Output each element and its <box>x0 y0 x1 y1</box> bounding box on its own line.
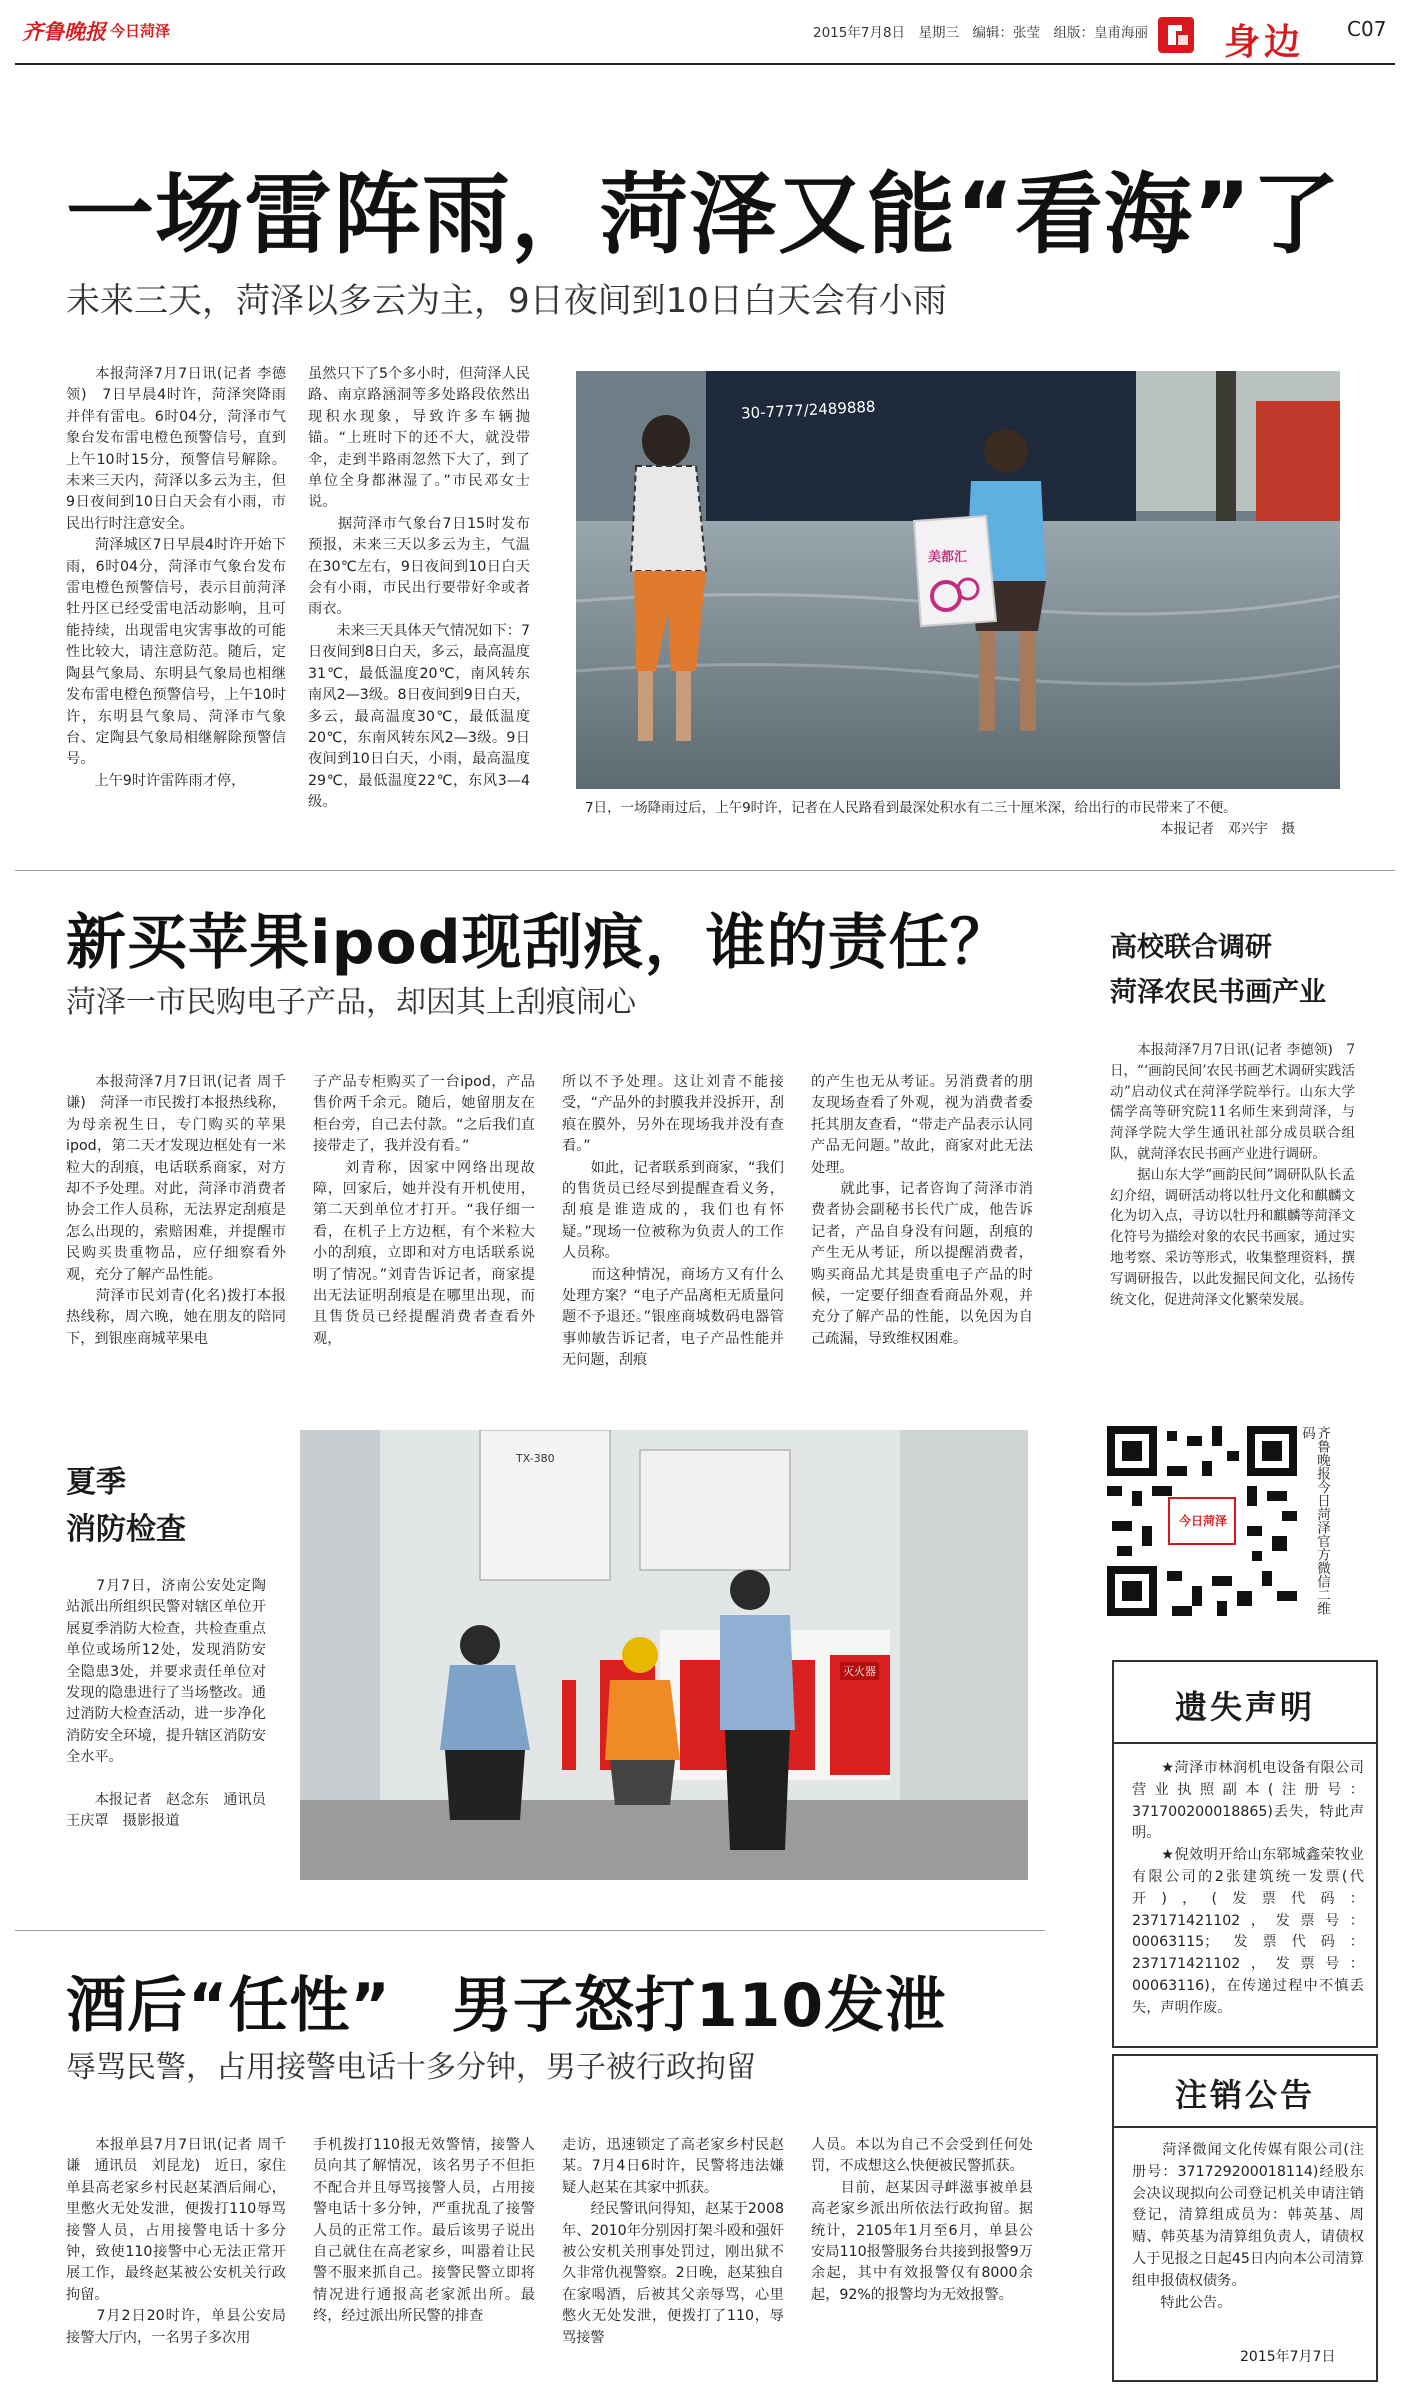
article-column: 本报菏泽7月7日讯(记者 周千谦) 菏泽一市民拨打本报热线称，为母亲祝生日，专门购买的苹果ipod，第二天才发现边框处有一米粒大的刮痕，电话联系商家，对方却不予处理。对此，菏泽市消费者协会工作人员称，无法界定刮痕是怎么出现的，索赔困难，并提醒市民购买贵重物品，应仔细察看外观，充分了解产品性能。 菏泽市民刘青(化名)拨打本报热线称，周六晚，她在朋友的陪同下，到银座商城苹果电 <box>66 1074 286 1347</box>
article-column: 虽然只下了5个多小时，但菏泽人民路、南京路涵洞等多处路段依然出现积水现象，导致许多车辆抛锚。“上班时下的还不大，就没带伞，走到半路雨忽然下大了，到了单位全身都淋湿了。”市民邓女士说。 据菏泽市气象台7日15时发布预报，未来三天以多云为主，气温在30℃左右，9日夜间到10日白天会有小雨，市民出行要带好伞或者雨衣。 未来三天具体天气情况如下：7日夜间到8日白天，多云，最高温度31℃，最低温度20℃，南风转东南风2—3级。8日夜间到9日白天，多云，最高温度30℃，最低温度20℃，东南风转东风2—3级。9日夜间到10日白天，小雨，最高温度29℃，最低温度22℃，东风3—4级。 <box>308 366 530 811</box>
shop-sign-text: 30-7777/2489888 <box>740 397 876 423</box>
fire-inspection-photo <box>300 1430 1028 1880</box>
notice-title-rule <box>1114 1742 1376 1744</box>
research-body: 本报菏泽7月7日讯(记者 李德领) 7日，“‘画韵民间’农民书画艺术调研实践活动”启动仪式在菏泽学院举行。山东大学儒学高等研究院11名师生来到菏泽，与菏泽学院大学生通讯社部分成员联合组队，就菏泽农民书画产业进行调研。 据山东大学“画韵民间”调研队队长孟幻介绍，调研活动将以牡丹文化和麒麟文化为切入点，寻访以牡丹和麒麟等菏泽文化符号为描绘对象的农民书画家，通过实地考察、采访等形式，收集整理资料，撰写调研报告，以此发掘民间文化，弘扬传统文化，促进菏泽文化繁荣发展。 <box>1110 1042 1355 1308</box>
article-column: 7月7日，济南公安处定陶站派出所组织民警对辖区单位开展夏季消防大检查，共检查重点单位或场所12处，发现消防安全隐患3处，并要求责任单位对发现的隐患进行了当场整改。通过消防大检查活动，进一步净化消防安全环境，提升辖区消防安全水平。 <box>66 1578 266 1766</box>
bag-brand-text: 美都汇 <box>928 550 968 565</box>
notice-title-rule <box>1114 2126 1376 2128</box>
qr-code-icon <box>1107 1426 1297 1616</box>
notice-body: 菏泽微闻文化传媒有限公司(注册号：371729200018114)经股东会决议现拟向公司登记机关申请注销登记，清算组成员为：韩英基、周䞍、韩英基为清算组负责人，请债权人于见报之日起45日内向本公司清算组申报债权债务。 特此公告。 <box>1132 2142 1364 2311</box>
article-column: 人员。本以为自己不会受到任何处罚，不成想这么快便被民警抓获。 目前，赵某因寻衅滋事被单县高老家乡派出所依法行政拘留。据统计，2105年1月至6月，单县公安局110报警服务台共接到报警9万余起，其中有效报警仅有8000余起，92%的报警均为无效报警。 <box>811 2137 1033 2303</box>
article-column: 本报单县7月7日讯(记者 周千谦 通讯员 刘昆龙) 近日，家住单县高老家乡村民赵某酒后闹心，里憋火无处发泄，便拨打110辱骂接警人员，占用接警电话十多分钟，致使110接警中心无法正常开展工作，最终赵某被公安机关行政拘留。 7月2日20时许，单县公安局接警大厅内，一名男子多次用 <box>66 2137 286 2346</box>
section-divider <box>15 870 1395 871</box>
extinguisher-box-label: 灭火器 <box>840 1662 879 1680</box>
article-column: 的产生也无从考证。另消费者的朋友现场查看了外观，视为消费者委托其朋友查看，“带走产品表示认同产品无问题。”故此，商家对此无法处理。 就此事，记者咨询了菏泽市消费者协会副秘书长代广成，他告诉记者，产品自身没有问题，刮痕的产生无从考证，所以提醒消费者，购买商品尤其是贵重电子产品的时候，一定要仔细查看商品外观，并充分了解产品的性能，以免因为自己疏漏，导致维权困难。 <box>811 1074 1033 1347</box>
lost-notice <box>1112 1660 1378 2048</box>
header-rule <box>15 63 1395 65</box>
qr-center-label: 今日菏泽 <box>1178 1514 1227 1528</box>
article-column: 子产品专柜购买了一台ipod，产品售价两千余元。随后，她留朋友在柜台旁，自己去付款。“之后我们直接带走了，我并没有看。” 刘青称，因家中网络出现故障，回家后，她并没有开机使用，第二天到单位才打开。“我仔细一看，在机子上方边框，有个米粒大小的刮痕，立即和对方电话联系说明了情况。”刘青告诉记者，商家提出无法证明刮痕是在哪里出现，而且售货员已经提醒消费者查看外观， <box>313 1074 535 1347</box>
photo-caption: 7日，一场降雨过后，上午9时许，记者在人民路看到最深处积水有二三十厘米深，给出行的市民带来了不便。 <box>585 800 1237 816</box>
subheadline: 未来三天，菏泽以多云为主，9日夜间到10日白天会有小雨 <box>66 281 947 321</box>
notice-title: 遗失声明 <box>1174 1688 1315 1726</box>
edition-name: 今日菏泽 <box>110 22 171 40</box>
article-column: 本报菏泽7月7日讯(记者 李德领) 7日早晨4时许，菏泽突降雨并伴有雷电。6时04分，菏泽市气象台发布雷电橙色预警信号，直到上午10时15分，预警信号解除。未来三天内，菏泽以多云为主，但9日夜间到10日白天会有小雨，市民出行时注意安全。 菏泽城区7日早晨4时许开始下雨，6时04分，菏泽市气象台发布雷电橙色预警信号，表示目前菏泽牡丹区已经受雷电活动影响，且可能持续，出现雷电灾害事故的可能性比较大，请注意防范。随后，定陶县气象局、东明县气象局也相继发布雷电橙色预警信号，上午10时许，东明县气象局、菏泽市气象台、定陶县气象局相继解除预警信号。 上午9时许雷阵雨才停， <box>66 366 286 789</box>
story-title: 消防检查 <box>66 1512 186 1547</box>
date-info: 2015年7月8日 星期三 编辑：张莹 组版：皇甫海丽 <box>813 25 1149 41</box>
headline: 酒后“任性” 男子怒打110发泄 <box>66 1971 947 2041</box>
headline: 新买苹果ipod现刮痕，谁的责任？ <box>66 908 1011 978</box>
section-divider <box>15 1930 1045 1931</box>
subheadline: 辱骂民警，占用接警电话十多分钟，男子被行政拘留 <box>66 2050 756 2085</box>
flood-photo <box>576 371 1340 789</box>
page-number: C07 <box>1347 17 1387 41</box>
photo-credit: 本报记者 赵念东 通讯员 王庆罩 摄影报道 <box>66 1792 281 1830</box>
cancel-notice <box>1112 2054 1378 2382</box>
section-logo-icon <box>1158 17 1194 53</box>
notice-date: 2015年7月7日 <box>1240 2349 1336 2365</box>
article-column: 走访，迅速锁定了高老家乡村民赵某。7月4日6时许，民警将违法嫌疑人赵某在其家中抓获。 经民警讯问得知，赵某于2008年、2010年分别因打架斗殴和强奸被公安机关刑事处罚过，刚出狱不久非常仇视警察。2日晚，赵某独自在家喝酒，后被其父亲辱骂，心里憋火无处发泄，便拨打了110，辱骂接警 <box>562 2137 784 2346</box>
notice-title: 注销公告 <box>1174 2076 1315 2114</box>
masthead-logo: 齐鲁晚报 <box>22 19 106 44</box>
article-column: 所以不予处理。这让刘青不能接受，“产品外的封膜我并没拆开，刮痕在膜外，另外在现场我并没有查看。” 如此，记者联系到商家，“我们的售货员已经尽到提醒查看义务，刮痕是谁造成的，我们也有怀疑。”现场一位被称为负责人的工作人员称。 而这种情况，商场方又有什么处理方案？“电子产品离柜无质量问题不予退还。”银座商城数码电器管事帅敏告诉记者，电子产品性能并无问题，刮痕 <box>562 1074 784 1369</box>
qr-caption: 齐鲁晚报今日菏泽官方微信二维码 <box>1299 1426 1330 1615</box>
research-title: 菏泽农民书画产业 <box>1110 977 1326 1008</box>
headline: 一场雷阵雨，菏泽又能“看海”了 <box>66 163 1341 266</box>
panel-label: TX-380 <box>516 1452 555 1465</box>
article-column: 手机拨打110报无效警情，接警人员向其了解情况，该名男子不但拒不配合并且辱骂接警人员，占用接警电话十多分钟，严重扰乱了接警人员的正常工作。最后该男子说出自己就住在高老家乡，叫嚣着让民警不服来抓自己。接警民警立即将情况进行通报高老家派出所。最终，经过派出所民警的排查 <box>313 2137 535 2325</box>
subheadline: 菏泽一市民购电子产品，却因其上刮痕闹心 <box>66 985 636 1020</box>
photo-credit: 本报记者 邓兴宇 摄 <box>1160 821 1295 837</box>
story-title: 夏季 <box>66 1465 126 1500</box>
research-title: 高校联合调研 <box>1110 932 1272 963</box>
section-title: 身边 <box>1224 22 1305 63</box>
notice-body: ★菏泽市林润机电设备有限公司营业执照副本(注册号：371700200018865)丢失，特此声明。 ★倪效明开给山东郓城鑫荣牧业有限公司的2张建筑统一发票(代开)，(发票代码：237171421102，发票号：00063115；发票代码：237171421102，发票号：00063116)，在传递过程中不慎丢失，声明作废。 <box>1132 1760 1364 2016</box>
